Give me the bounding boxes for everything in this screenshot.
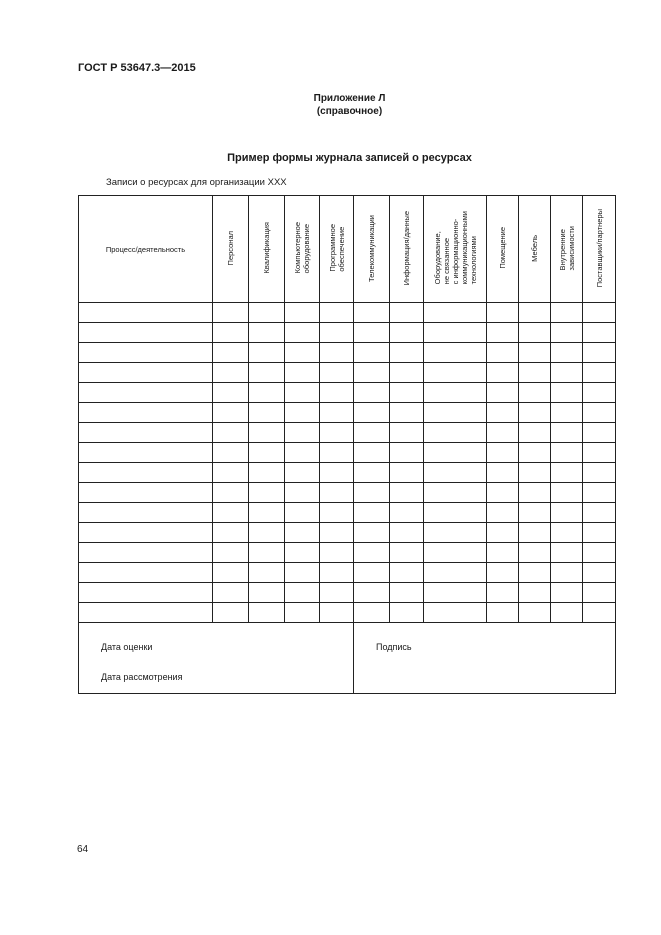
table-cell <box>79 403 213 423</box>
table-cell <box>79 443 213 463</box>
table-cell <box>249 543 285 563</box>
table-cell <box>79 323 213 343</box>
table-cell <box>213 343 249 363</box>
table-cell <box>583 403 616 423</box>
table-cell <box>285 503 320 523</box>
table-cell <box>583 463 616 483</box>
table-cell <box>487 563 519 583</box>
table-cell <box>213 583 249 603</box>
table-cell <box>424 403 487 423</box>
appendix-heading <box>19 92 661 118</box>
column-header-label: Квалификация <box>262 222 271 274</box>
form-title: Пример формы журнала записей о ресурсах <box>227 152 472 164</box>
table-cell <box>487 363 519 383</box>
column-header <box>249 196 285 303</box>
table-cell <box>354 363 390 383</box>
table-cell <box>320 483 354 503</box>
signature-label: Подпись <box>376 642 412 652</box>
table-cell <box>249 563 285 583</box>
table-cell <box>551 483 583 503</box>
table-cell <box>79 363 213 383</box>
table-cell <box>320 383 354 403</box>
table-cell <box>487 503 519 523</box>
table-cell <box>390 363 424 383</box>
table-cell <box>390 463 424 483</box>
table-cell <box>390 603 424 623</box>
table-header-row <box>79 196 616 303</box>
table-cell <box>354 403 390 423</box>
column-header-label: Помещение <box>498 227 507 269</box>
table-row <box>79 303 616 323</box>
column-header <box>390 196 424 303</box>
table-cell <box>213 483 249 503</box>
table-cell <box>551 463 583 483</box>
table-cell <box>424 343 487 363</box>
table-cell <box>79 583 213 603</box>
table-cell <box>79 503 213 523</box>
table-cell <box>551 383 583 403</box>
table-cell <box>583 523 616 543</box>
table-cell <box>213 463 249 483</box>
table-row <box>79 603 616 623</box>
table-row <box>79 403 616 423</box>
table-cell <box>249 503 285 523</box>
table-cell <box>213 523 249 543</box>
column-header <box>285 196 320 303</box>
appendix-title: Приложение Л <box>313 93 386 104</box>
table-cell <box>213 363 249 383</box>
page-number: 64 <box>77 844 89 855</box>
table-cell <box>424 563 487 583</box>
table-cell <box>79 463 213 483</box>
table-cell <box>519 343 551 363</box>
table-cell <box>390 523 424 543</box>
table-cell <box>79 303 213 323</box>
table-cell <box>320 443 354 463</box>
table-cell <box>79 383 213 403</box>
table-cell <box>213 403 249 423</box>
table-cell <box>354 423 390 443</box>
table-cell <box>424 603 487 623</box>
table-cell <box>551 303 583 323</box>
table-cell <box>487 543 519 563</box>
document-code: ГОСТ Р 53647.3—2015 <box>78 62 196 74</box>
review-date-label: Дата рассмотрения <box>101 672 183 682</box>
table-cell <box>354 503 390 523</box>
table-cell <box>285 543 320 563</box>
table-cell <box>213 423 249 443</box>
table-cell <box>487 323 519 343</box>
table-cell <box>285 483 320 503</box>
table-cell <box>320 323 354 343</box>
table-cell <box>551 403 583 423</box>
table-cell <box>424 443 487 463</box>
table-cell <box>583 443 616 463</box>
table-cell <box>519 423 551 443</box>
column-header <box>583 196 616 303</box>
table-cell <box>551 363 583 383</box>
table-row <box>79 423 616 443</box>
table-cell <box>249 583 285 603</box>
table-cell <box>79 563 213 583</box>
table-cell <box>551 583 583 603</box>
column-header <box>519 196 551 303</box>
table-cell <box>249 363 285 383</box>
table-row <box>79 483 616 503</box>
table-cell <box>487 303 519 323</box>
table-cell <box>320 603 354 623</box>
table-cell <box>213 443 249 463</box>
table-cell <box>390 543 424 563</box>
table-cell <box>519 483 551 503</box>
table-cell <box>354 603 390 623</box>
column-header-label: Компьютерное оборудование <box>293 222 311 274</box>
table-cell <box>424 523 487 543</box>
column-header-process: Процесс/деятельность <box>79 196 213 303</box>
table-cell <box>424 583 487 603</box>
table-cell <box>551 423 583 443</box>
table-cell <box>583 603 616 623</box>
table-cell <box>285 583 320 603</box>
column-header-label: Оборудование, не связанное с информационно- коммуникационными технологиями <box>432 211 478 285</box>
table-cell <box>551 503 583 523</box>
table-cell <box>487 583 519 603</box>
table-cell <box>583 363 616 383</box>
table-cell <box>285 343 320 363</box>
table-cell <box>551 603 583 623</box>
table-cell <box>519 503 551 523</box>
column-header-label: Поставщики/партнеры <box>594 208 604 288</box>
column-header-label: Внутренние зависимости <box>557 225 576 271</box>
table-cell <box>487 423 519 443</box>
column-header <box>551 196 583 303</box>
table-cell <box>424 363 487 383</box>
table-cell <box>519 363 551 383</box>
table-cell <box>249 303 285 323</box>
table-cell <box>354 343 390 363</box>
table-row <box>79 443 616 463</box>
table-cell <box>424 463 487 483</box>
table-cell <box>79 523 213 543</box>
table-cell <box>249 383 285 403</box>
table-cell <box>213 323 249 343</box>
table-cell <box>213 543 249 563</box>
table-cell <box>583 543 616 563</box>
appendix-type: (справочное) <box>316 106 383 117</box>
footer-dates-cell <box>79 623 354 694</box>
table-cell <box>320 543 354 563</box>
table-cell <box>285 323 320 343</box>
table-cell <box>519 403 551 423</box>
table-row <box>79 503 616 523</box>
table-cell <box>320 303 354 323</box>
table-cell <box>249 443 285 463</box>
table-cell <box>551 343 583 363</box>
table-cell <box>487 523 519 543</box>
table-cell <box>487 463 519 483</box>
table-cell <box>213 303 249 323</box>
table-cell <box>390 423 424 443</box>
table-row <box>79 343 616 363</box>
table-cell <box>249 523 285 543</box>
table-row <box>79 563 616 583</box>
table-cell <box>320 563 354 583</box>
table-cell <box>551 323 583 343</box>
table-cell <box>320 583 354 603</box>
table-cell <box>285 563 320 583</box>
table-cell <box>320 363 354 383</box>
table-cell <box>487 603 519 623</box>
table-cell <box>424 303 487 323</box>
table-cell <box>487 403 519 423</box>
table-cell <box>79 603 213 623</box>
table-row <box>79 363 616 383</box>
table-cell <box>519 523 551 543</box>
table-cell <box>551 523 583 543</box>
table-cell <box>354 463 390 483</box>
table-cell <box>320 423 354 443</box>
table-cell <box>213 563 249 583</box>
table-cell <box>519 543 551 563</box>
table-cell <box>519 443 551 463</box>
table-cell <box>390 303 424 323</box>
footer-signature-cell <box>354 623 616 694</box>
table-cell <box>519 603 551 623</box>
table-cell <box>285 463 320 483</box>
table-cell <box>320 523 354 543</box>
table-cell <box>285 423 320 443</box>
table-cell <box>213 383 249 403</box>
table-cell <box>285 383 320 403</box>
table-cell <box>285 303 320 323</box>
table-cell <box>79 483 213 503</box>
table-cell <box>354 523 390 543</box>
table-cell <box>519 323 551 343</box>
table-cell <box>424 503 487 523</box>
table-cell <box>583 563 616 583</box>
table-cell <box>551 563 583 583</box>
table-body <box>79 303 616 623</box>
table-cell <box>79 343 213 363</box>
table-cell <box>285 603 320 623</box>
table-cell <box>354 483 390 503</box>
table-cell <box>583 383 616 403</box>
table-cell <box>583 583 616 603</box>
column-header <box>424 196 487 303</box>
table-cell <box>249 403 285 423</box>
table-cell <box>390 323 424 343</box>
resource-journal-table <box>78 195 616 694</box>
table-cell <box>249 463 285 483</box>
table-row <box>79 323 616 343</box>
table-cell <box>354 443 390 463</box>
table-cell <box>390 483 424 503</box>
table-row <box>79 583 616 603</box>
table-cell <box>354 303 390 323</box>
table-cell <box>285 443 320 463</box>
table-cell <box>487 343 519 363</box>
table-row <box>79 543 616 563</box>
table-cell <box>390 563 424 583</box>
form-intro: Записи о ресурсах для организации XXX <box>106 177 287 188</box>
table-row <box>79 383 616 403</box>
column-header-label: Персонал <box>226 230 235 266</box>
table-cell <box>320 503 354 523</box>
table-cell <box>320 343 354 363</box>
table-cell <box>354 583 390 603</box>
table-cell <box>519 383 551 403</box>
table-cell <box>285 523 320 543</box>
table-cell <box>249 483 285 503</box>
table-cell <box>390 403 424 423</box>
column-header <box>213 196 249 303</box>
column-header <box>487 196 519 303</box>
table-cell <box>583 503 616 523</box>
table-cell <box>424 423 487 443</box>
table-cell <box>79 543 213 563</box>
table-cell <box>285 403 320 423</box>
table-cell <box>249 343 285 363</box>
column-header-label: Телекоммуникации <box>367 214 376 282</box>
column-header-label: Программное обеспечение <box>327 224 346 272</box>
table-cell <box>249 323 285 343</box>
table-cell <box>519 583 551 603</box>
table-cell <box>390 383 424 403</box>
table-cell <box>320 463 354 483</box>
table-cell <box>213 503 249 523</box>
table-cell <box>354 543 390 563</box>
table-cell <box>487 443 519 463</box>
table-cell <box>583 483 616 503</box>
table-cell <box>519 563 551 583</box>
table-cell <box>79 423 213 443</box>
table-cell <box>320 403 354 423</box>
table-cell <box>424 383 487 403</box>
column-header <box>320 196 354 303</box>
column-header <box>354 196 390 303</box>
table-cell <box>390 583 424 603</box>
table-cell <box>390 443 424 463</box>
table-cell <box>213 603 249 623</box>
assessment-date-label: Дата оценки <box>101 642 153 652</box>
table-cell <box>487 483 519 503</box>
table-cell <box>390 503 424 523</box>
table-row <box>79 463 616 483</box>
table-cell <box>285 363 320 383</box>
table-cell <box>519 463 551 483</box>
table-cell <box>583 303 616 323</box>
table-cell <box>249 423 285 443</box>
table-cell <box>583 423 616 443</box>
table-cell <box>390 343 424 363</box>
table-cell <box>551 543 583 563</box>
table-row <box>79 523 616 543</box>
table-cell <box>487 383 519 403</box>
table-cell <box>583 323 616 343</box>
table-cell <box>354 563 390 583</box>
table-cell <box>583 343 616 363</box>
table-cell <box>249 603 285 623</box>
column-header-label: Мебель <box>530 234 539 262</box>
table-cell <box>354 383 390 403</box>
table-cell <box>424 323 487 343</box>
table-cell <box>551 443 583 463</box>
table-footer-row <box>79 623 616 694</box>
column-header-label: Информация/данные <box>402 210 411 286</box>
table-cell <box>424 543 487 563</box>
table-cell <box>354 323 390 343</box>
table-cell <box>424 483 487 503</box>
table-cell <box>519 303 551 323</box>
